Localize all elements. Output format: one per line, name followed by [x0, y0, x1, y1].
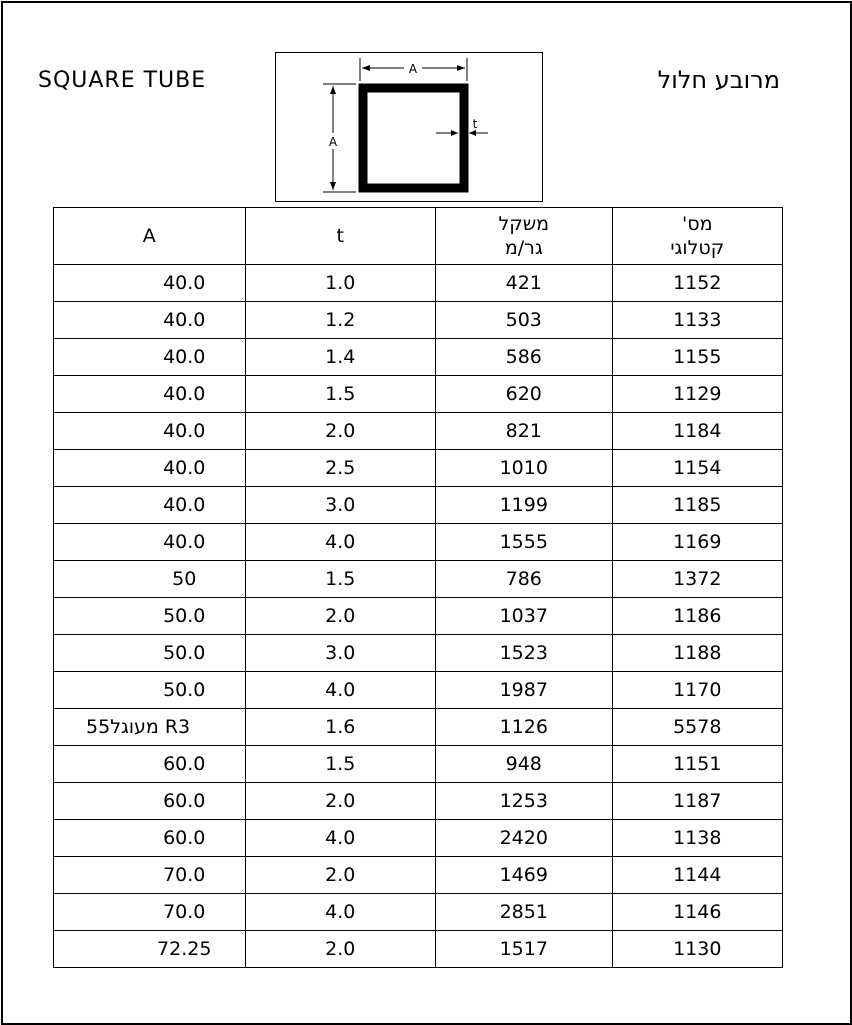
cell-catalog: 1138	[612, 820, 783, 857]
cell-weight: 1010	[436, 450, 612, 487]
table-row	[54, 598, 783, 635]
cell-t: 2.0	[245, 931, 436, 968]
cell-catalog: 1184	[612, 413, 783, 450]
cell-t: 1.4	[245, 339, 436, 376]
cell-a: 70.0	[54, 857, 246, 894]
cell-weight: 821	[436, 413, 612, 450]
cell-weight: 586	[436, 339, 612, 376]
cell-t: 3.0	[245, 635, 436, 672]
top-arrow-right	[457, 65, 465, 71]
left-arrow-bottom	[330, 182, 336, 190]
cell-t: 2.0	[245, 598, 436, 635]
cell-weight: 1199	[436, 487, 612, 524]
table-row	[54, 487, 783, 524]
cell-a: R3 מעוגל55	[54, 709, 246, 746]
cell-catalog: 1186	[612, 598, 783, 635]
cell-t: 3.0	[245, 487, 436, 524]
header-catalog-line2: קטלוגי	[670, 237, 725, 259]
cell-t: 4.0	[245, 894, 436, 931]
cell-catalog: 1169	[612, 524, 783, 561]
cell-a: 70.0	[54, 894, 246, 931]
cell-weight: 948	[436, 746, 612, 783]
cell-weight: 2851	[436, 894, 612, 931]
cell-weight: 620	[436, 376, 612, 413]
cell-a: 50.0	[54, 635, 246, 672]
dimension-label-width: A	[408, 62, 418, 76]
cell-weight: 1469	[436, 857, 612, 894]
table-row	[54, 376, 783, 413]
cell-a: 40.0	[54, 265, 246, 302]
cell-catalog: 1372	[612, 561, 783, 598]
cell-a: 40.0	[54, 339, 246, 376]
cell-weight: 1555	[436, 524, 612, 561]
cell-a: 60.0	[54, 746, 246, 783]
table-row	[54, 450, 783, 487]
cell-catalog: 1154	[612, 450, 783, 487]
cell-t: 4.0	[245, 820, 436, 857]
cell-a: 40.0	[54, 413, 246, 450]
cell-catalog: 1185	[612, 487, 783, 524]
table-row	[54, 672, 783, 709]
cell-a: 40.0	[54, 524, 246, 561]
table-row	[54, 820, 783, 857]
cell-catalog: 1151	[612, 746, 783, 783]
header-a-label: A	[142, 225, 156, 247]
header-weight-line2: גר/מ	[504, 237, 543, 259]
table-row	[54, 302, 783, 339]
square-tube-table	[53, 207, 783, 968]
cell-weight: 1517	[436, 931, 612, 968]
cell-t: 1.5	[245, 376, 436, 413]
header-a	[54, 208, 246, 265]
cell-catalog: 1130	[612, 931, 783, 968]
table-row	[54, 339, 783, 376]
cell-weight: 1037	[436, 598, 612, 635]
cell-catalog: 1152	[612, 265, 783, 302]
header-weight-line1: משקל	[498, 213, 550, 235]
cell-t: 1.2	[245, 302, 436, 339]
header-catalog-line1: מס'	[682, 213, 713, 235]
table-body	[54, 265, 783, 968]
cell-catalog: 1155	[612, 339, 783, 376]
cell-a: 40.0	[54, 302, 246, 339]
table-row	[54, 783, 783, 820]
table-row	[54, 635, 783, 672]
square-tube-diagram	[275, 52, 543, 202]
table-header-row	[54, 208, 783, 265]
cell-a: 72.25	[54, 931, 246, 968]
table-row	[54, 265, 783, 302]
cell-catalog: 1170	[612, 672, 783, 709]
table-row	[54, 561, 783, 598]
cell-a: 50	[54, 561, 246, 598]
table-row	[54, 894, 783, 931]
cross-section-drawing	[276, 53, 542, 201]
header-t-label: t	[336, 225, 344, 247]
cell-weight: 1126	[436, 709, 612, 746]
cell-t: 1.5	[245, 561, 436, 598]
cell-t: 2.0	[245, 413, 436, 450]
cell-a: 50.0	[54, 672, 246, 709]
cell-t: 1.0	[245, 265, 436, 302]
cell-a: 50.0	[54, 598, 246, 635]
cell-catalog: 5578	[612, 709, 783, 746]
cell-weight: 1253	[436, 783, 612, 820]
table-row	[54, 524, 783, 561]
cell-catalog: 1129	[612, 376, 783, 413]
cell-t: 4.0	[245, 524, 436, 561]
cell-t: 2.0	[245, 857, 436, 894]
dimension-label-thickness: t	[472, 117, 478, 131]
cell-weight: 421	[436, 265, 612, 302]
cell-weight: 2420	[436, 820, 612, 857]
cell-a: 60.0	[54, 783, 246, 820]
cell-t: 4.0	[245, 672, 436, 709]
cell-catalog: 1144	[612, 857, 783, 894]
thickness-arrow-left	[451, 130, 458, 136]
cell-weight: 786	[436, 561, 612, 598]
dimension-label-height: A	[328, 135, 338, 149]
table-row	[54, 857, 783, 894]
cell-t: 2.5	[245, 450, 436, 487]
top-arrow-left	[362, 65, 370, 71]
title-english: SQUARE TUBE	[38, 68, 207, 93]
cell-a: 40.0	[54, 450, 246, 487]
left-arrow-top	[330, 86, 336, 94]
cell-weight: 503	[436, 302, 612, 339]
table-row	[54, 413, 783, 450]
table-row	[54, 746, 783, 783]
header-catalog	[612, 208, 783, 265]
table-row	[54, 931, 783, 968]
cell-weight: 1523	[436, 635, 612, 672]
tube-profile	[363, 88, 464, 188]
cell-t: 1.5	[245, 746, 436, 783]
cell-catalog: 1146	[612, 894, 783, 931]
table-row	[54, 709, 783, 746]
header-weight	[436, 208, 612, 265]
cell-t: 1.6	[245, 709, 436, 746]
cell-catalog: 1188	[612, 635, 783, 672]
cell-catalog: 1133	[612, 302, 783, 339]
title-hebrew: מרובע חלול	[657, 66, 780, 94]
cell-a: 40.0	[54, 376, 246, 413]
cell-t: 2.0	[245, 783, 436, 820]
cell-weight: 1987	[436, 672, 612, 709]
header-t	[245, 208, 436, 265]
cell-catalog: 1187	[612, 783, 783, 820]
cell-a: 60.0	[54, 820, 246, 857]
cell-a: 40.0	[54, 487, 246, 524]
